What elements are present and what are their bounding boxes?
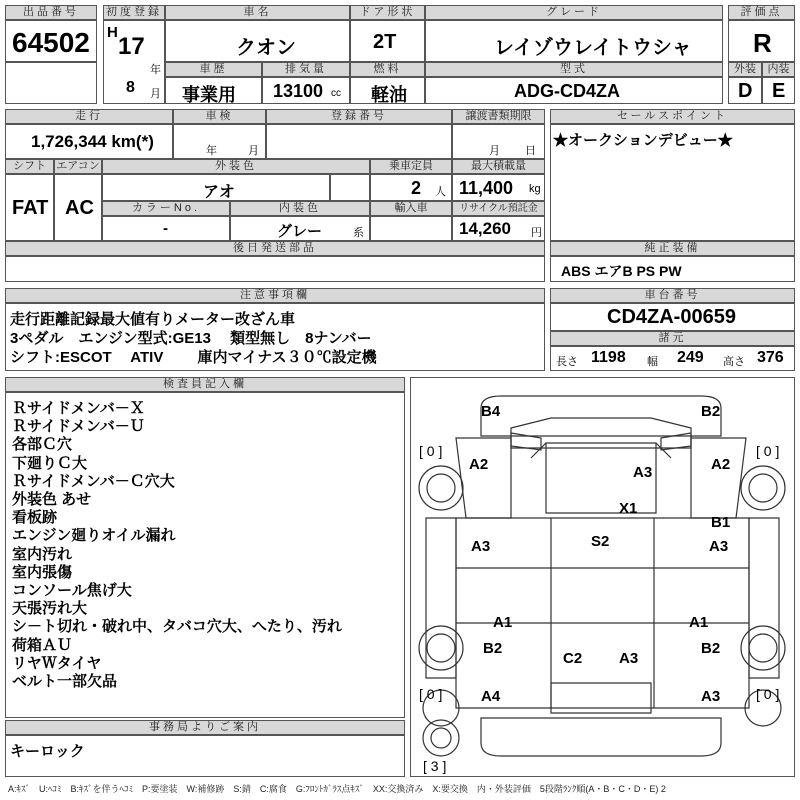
tire-depth: [ 0 ] [756, 686, 780, 702]
office-note: キーロック [10, 743, 85, 760]
interior-score: E [772, 80, 786, 102]
model-code-header: 型式 [425, 62, 723, 77]
max-load-unit: kg [529, 183, 541, 195]
length: 1198 [591, 349, 626, 366]
dims-header: 諸元 [550, 331, 795, 346]
lot-no: 64502 [12, 27, 90, 58]
damage-mark: A3 [471, 538, 491, 555]
inspector-note-line: ベルト一部欠品 [12, 673, 118, 690]
capacity-unit: 人 [435, 186, 446, 198]
height-label: 高さ [723, 356, 745, 368]
reg-no-cell [266, 124, 452, 159]
sales-point-cell [550, 124, 795, 241]
damage-mark: B4 [481, 403, 501, 420]
damage-mark: B2 [483, 640, 503, 657]
damage-mark: B2 [701, 640, 721, 657]
front-bumper [481, 396, 721, 436]
score-cell [728, 20, 795, 62]
ext-color-cell [102, 174, 330, 201]
max-load: 11,400 [459, 178, 514, 198]
inspector-note-line: コンソール焦げ大 [12, 582, 132, 599]
first-reg-cell [103, 20, 165, 104]
car-name-header: 車名 [165, 5, 350, 20]
transfer-cell [452, 124, 545, 159]
mileage: 1,726,344 km(*) [31, 132, 154, 151]
inspector-header: 検査員記入欄 [5, 377, 405, 392]
damage-mark: A4 [481, 688, 501, 705]
recycle-header: リサイクル預託金 [452, 201, 545, 216]
displacement-unit: cc [331, 88, 341, 99]
inspector-note-line: エンジン廻りオイル漏れ [12, 527, 176, 545]
first-reg-header: 初度登録 [103, 5, 165, 20]
exterior-score: D [738, 80, 753, 102]
ext-color: アオ [203, 184, 235, 201]
inspector-cell [5, 392, 405, 718]
car-outline-svg [411, 378, 794, 776]
inspector-note-line: 室内汚れ [12, 545, 73, 563]
recycle-cell [452, 216, 545, 241]
rear-left-hub [427, 634, 455, 662]
inspection-month: 月 [248, 145, 259, 157]
tire-depth: [ 0 ] [419, 686, 443, 702]
capacity-header: 乗車定員 [370, 159, 452, 174]
rear-bumper [481, 718, 721, 756]
year-unit: 年 [150, 64, 161, 76]
damage-mark: A3 [709, 538, 729, 555]
front-right-wheel [741, 466, 785, 510]
grade-cell [425, 20, 723, 62]
legend: A:ｷｽﾞ U:ﾍｺﾐ B:ｷｽﾞを伴うﾍｺﾐ P:要塗装 W:補修跡 S:錆 C:腐食 G:ﾌﾛﾝﾄｶﾞﾗｽ点ｷｽﾞ XX:交換済み X:要交換 内・外装評価 5段階ﾗﾝｸ順(A・B・C・D・E) 2 [8, 784, 666, 794]
windshield [531, 443, 671, 458]
interior-cell [762, 77, 795, 104]
aircon: AC [65, 197, 94, 219]
fuel-cell [350, 77, 425, 104]
era: H [107, 24, 118, 41]
note-line-3: シフト:ESCOT ATIV 庫内マイナス３０℃設定機 [10, 349, 377, 366]
front-right-hub [749, 474, 777, 502]
displacement-header: 排気量 [262, 62, 350, 77]
history-cell [165, 77, 262, 104]
damage-mark: A3 [633, 464, 653, 481]
capacity-cell [370, 174, 452, 201]
left-side-box [426, 518, 456, 678]
import-header: 輸入車 [370, 201, 452, 216]
inspector-note-line: リヤＷタイヤ [12, 654, 102, 672]
genuine-equip-cell [550, 256, 795, 282]
front-left-hub [427, 474, 455, 502]
car-name: クオン [236, 37, 296, 59]
interior-header: 内装 [762, 62, 795, 77]
damage-mark: B1 [711, 514, 731, 531]
reg-month: 8 [126, 79, 135, 96]
shift-cell [5, 174, 54, 241]
front-left-wheel [419, 466, 463, 510]
damage-mark: X1 [619, 500, 638, 517]
inspection-year: 年 [206, 145, 217, 157]
transfer-header: 譲渡書類期限 [452, 109, 545, 124]
inspector-note-line: Ｒサイドメンバ－Ｃ穴大 [12, 472, 175, 490]
displacement: 13100 [273, 81, 324, 101]
door-cell [350, 20, 425, 62]
damage-diagram [410, 377, 795, 777]
inspector-note-line: 下廻りＣ大 [12, 454, 88, 472]
damage-mark: A2 [711, 456, 731, 473]
damage-mark: A2 [469, 456, 489, 473]
rear-parts-cell [5, 256, 545, 282]
inspector-note-line: 天張汚れ大 [12, 600, 88, 618]
exterior-header: 外装 [728, 62, 762, 77]
damage-mark: A1 [493, 614, 513, 631]
exterior-cell [728, 77, 762, 104]
spare-hub [431, 728, 451, 748]
lot-no-cell [5, 20, 97, 62]
mileage-cell [5, 124, 173, 159]
notes-header: 注意事項欄 [5, 288, 545, 303]
color-no: - [163, 220, 168, 237]
damage-mark: C2 [563, 650, 583, 667]
height: 376 [757, 349, 784, 366]
max-load-header: 最大積載量 [452, 159, 545, 174]
genuine-equip-header: 純正装備 [550, 241, 795, 256]
recycle: 14,260 [459, 219, 511, 238]
damage-mark: A1 [689, 614, 709, 631]
grade: レイゾウレイトウシャ [494, 37, 692, 59]
door-header: ドア形状 [350, 5, 425, 20]
length-label: 長さ [556, 356, 578, 368]
office-header: 事務局よりご案内 [5, 720, 405, 735]
dims-cell [550, 346, 795, 371]
shift-header: シフト [5, 159, 54, 174]
displacement-cell [262, 77, 350, 104]
chassis-header: 車台番号 [550, 288, 795, 303]
ext-color-extra [330, 174, 370, 201]
color-no-cell [102, 216, 230, 241]
damage-mark: A3 [619, 650, 639, 667]
capacity: 2 [411, 178, 422, 198]
model-code: ADG-CD4ZA [514, 81, 620, 101]
import-cell [370, 216, 452, 241]
office-cell [5, 735, 405, 777]
inspector-note-line: Ｒサイドメンバ－Ｕ [12, 418, 145, 436]
int-color-unit: 系 [353, 227, 364, 239]
width-label: 幅 [647, 356, 658, 368]
inspector-note-line: 各部Ｃ穴 [12, 436, 73, 454]
chassis-no: CD4ZA-00659 [607, 306, 736, 328]
color-no-header: カラーNo. [102, 201, 230, 216]
int-color: グレー [277, 223, 323, 240]
inspector-note-line: Ｒサイドメンバ－Ｘ [12, 400, 145, 417]
aircon-cell [54, 174, 102, 241]
inspector-note-line: 看板跡 [12, 509, 58, 527]
note-line-1: 走行距離記録最大値有りメーター改ざん車 [10, 311, 296, 328]
inspector-note-line: シ－ト切れ・破れ中、タバコ穴大、へたり、汚れ [12, 618, 342, 636]
model-code-cell [425, 77, 723, 104]
damage-mark: A3 [701, 688, 721, 705]
int-color-header: 内装色 [230, 201, 370, 216]
reg-no-header: 登録番号 [266, 109, 452, 124]
score-header: 評価点 [728, 5, 795, 20]
note-line-2: 3ペダル エンジン型式:GE13 類型無し 8ナンバー [10, 330, 372, 347]
rear-parts-header: 後日発送部品 [5, 241, 545, 256]
inspection-header: 車検 [173, 109, 266, 124]
damage-mark: S2 [591, 533, 610, 550]
damage-mark: B2 [701, 403, 721, 420]
max-load-cell [452, 174, 545, 201]
width: 249 [677, 349, 704, 366]
right-side-box [749, 518, 779, 678]
transfer-day: 日 [525, 145, 536, 157]
notes-cell [5, 303, 545, 371]
history: 事業用 [182, 85, 236, 105]
sales-point-header: セールスポイント [550, 109, 795, 124]
reg-year: 17 [118, 33, 145, 60]
grade-header: グレード [425, 5, 723, 20]
lot-no-blank [5, 62, 97, 104]
genuine-equip: ABS エアB PS PW [561, 263, 682, 279]
right-door [691, 438, 746, 518]
sales-point: ★オークションデビュー★ [553, 132, 733, 149]
tire-depth: [ 0 ] [419, 443, 443, 459]
car-name-cell [165, 20, 350, 62]
left-door [456, 438, 511, 518]
inspector-note-line: 室内張傷 [12, 563, 73, 581]
fuel: 軽油 [371, 85, 407, 105]
lot-no-header: 出品番号 [5, 5, 97, 20]
chassis-cell [550, 303, 795, 331]
int-color-cell [230, 216, 370, 241]
inspector-note-line: 荷箱ＡＵ [12, 636, 73, 654]
history-header: 車歴 [165, 62, 262, 77]
inspector-note-line: 外装色 あせ [12, 491, 92, 508]
fuel-header: 燃料 [350, 62, 425, 77]
mileage-header: 走行 [5, 109, 173, 124]
aircon-header: エアコン [54, 159, 102, 174]
ext-color-header: 外装色 [102, 159, 370, 174]
tire-depth: [ 3 ] [423, 758, 447, 774]
tire-depth: [ 0 ] [756, 443, 780, 459]
door-type: 2T [373, 31, 397, 53]
transfer-month: 月 [489, 145, 500, 157]
month-unit: 月 [150, 88, 161, 100]
recycle-unit: 円 [531, 227, 542, 239]
shift: FAT [12, 197, 49, 219]
rear-right-hub [749, 634, 777, 662]
score: R [753, 28, 772, 58]
inspection-cell [173, 124, 266, 159]
